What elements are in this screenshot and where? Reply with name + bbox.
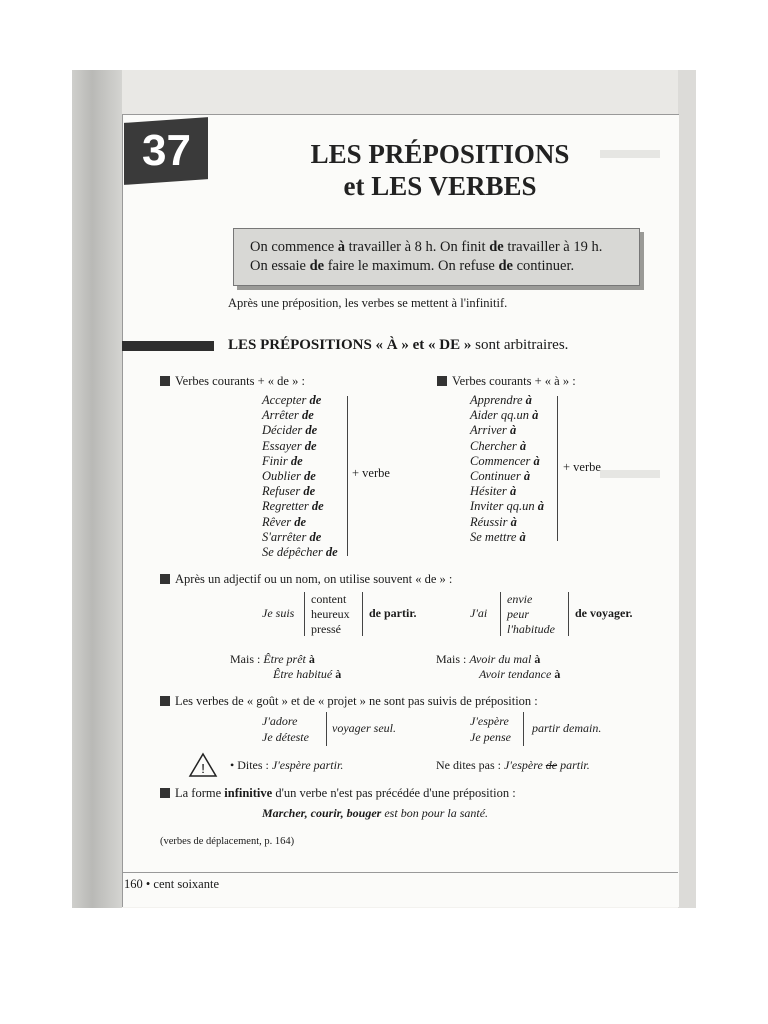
bracket-line (500, 592, 501, 636)
a-verbs-suffix: + verbe (563, 460, 601, 474)
verb-row: Réussir à (470, 514, 517, 529)
infinitive-rule-label: La forme infinitive d'un verbe n'est pas précédée d'une préposition : (160, 786, 516, 801)
verb-row: Oublier de (262, 469, 316, 484)
example-line-2: On essaie de faire le maximum. On refuse de continuer. (250, 258, 575, 274)
gout-rule-label: Les verbes de « goût » et de « projet » ne sont pas suivis de préposition : (160, 694, 538, 709)
de-verbs-suffix: + verbe (352, 466, 390, 480)
bleed-through (600, 150, 660, 158)
example-line-1: On commence à travailler à 8 h. On finit de travailler à 19 h. (250, 239, 603, 255)
adjective-right-subject: J'ai (470, 606, 488, 620)
ne-dites-pas-text: Ne dites pas : J'espère de partir. (436, 758, 590, 772)
title-line-1: LES PRÉPOSITIONS (310, 139, 570, 169)
dites-text: • Dites : J'espère partir. (230, 758, 344, 772)
title-line-2: et LES VERBES (343, 171, 537, 201)
infinitive-example: Marcher, courir, bouger est bon pour la santé. (262, 806, 489, 820)
square-bullet-icon (437, 376, 447, 386)
adjective-left-subject: Je suis (262, 606, 295, 620)
bracket-line (326, 712, 327, 746)
mais-right: Mais : Avoir du mal à Avoir tendance à (436, 652, 561, 681)
verb-row: Hésiter à (470, 484, 517, 499)
gout-left-subjects: J'adore Je déteste (262, 714, 309, 744)
bracket-line (523, 712, 524, 746)
page-edge-shadow (72, 70, 122, 908)
adjective-rule-label: Après un adjectif ou un nom, on utilise souvent « de » : (160, 572, 452, 587)
chapter-number: 37 (141, 126, 191, 176)
chapter-badge (124, 117, 208, 185)
warning-icon (188, 752, 218, 783)
brace-line (557, 396, 558, 541)
verb-row: Se mettre à (470, 529, 526, 544)
footnote: (verbes de déplacement, p. 164) (160, 836, 295, 847)
gout-right-end: partir demain. (532, 721, 602, 735)
square-bullet-icon (160, 788, 170, 798)
verb-row: Continuer à (470, 469, 531, 484)
verb-row: Essayer de (262, 438, 317, 453)
brace-line (347, 396, 348, 556)
mais-left: Mais : Être prêt à Être habitué à (230, 652, 342, 681)
section-marker-bar (122, 341, 214, 351)
page-title (300, 138, 580, 202)
verb-row: Regretter de (262, 499, 324, 514)
verb-row: Rêver de (262, 514, 307, 529)
square-bullet-icon (160, 574, 170, 584)
example-box (233, 228, 640, 286)
bracket-line (362, 592, 363, 636)
verb-row: Aider qq.un à (470, 408, 539, 423)
verb-row: Chercher à (470, 438, 527, 453)
a-verbs-label: Verbes courants + « à » : (437, 374, 576, 389)
adjective-left-end: de partir. (369, 606, 417, 620)
square-bullet-icon (160, 696, 170, 706)
svg-text:!: ! (201, 761, 205, 776)
de-verbs-list (262, 393, 338, 560)
de-verbs-label: Verbes courants + « de » : (160, 374, 305, 389)
footer-rule (122, 872, 678, 873)
intro-text: Après une préposition, les verbes se mettent à l'infinitif. (228, 296, 508, 310)
bracket-line (304, 592, 305, 636)
verb-row: Apprendre à (470, 393, 532, 407)
verb-row: Finir de (262, 453, 303, 468)
verb-row: S'arrêter de (262, 529, 322, 544)
bracket-line (568, 592, 569, 636)
verb-row: Arrêter de (262, 408, 314, 423)
gout-left-end: voyager seul. (332, 721, 396, 735)
page-footer: 160 • cent soixante (124, 877, 219, 891)
adjective-left-words: content heureux pressé (311, 592, 350, 636)
verb-row: Se dépêcher de (262, 545, 338, 560)
verb-row: Commencer à (470, 453, 540, 468)
gout-right-subjects: J'espère Je pense (470, 714, 511, 744)
section-heading: LES PRÉPOSITIONS « À » et « DE » sont arbitraires. (228, 337, 569, 353)
square-bullet-icon (160, 376, 170, 386)
a-verbs-list (470, 393, 544, 545)
page-top-margin (122, 70, 696, 114)
adjective-right-words: envie peur l'habitude (507, 592, 555, 636)
verb-row: Arriver à (470, 423, 517, 438)
verb-row: Accepter de (262, 393, 322, 407)
verb-row: Inviter qq.un à (470, 499, 544, 514)
bleed-through (600, 470, 660, 478)
verb-row: Décider de (262, 423, 318, 438)
adjective-right-end: de voyager. (575, 606, 633, 620)
verb-row: Refuser de (262, 484, 316, 499)
page-right-margin (678, 70, 696, 908)
